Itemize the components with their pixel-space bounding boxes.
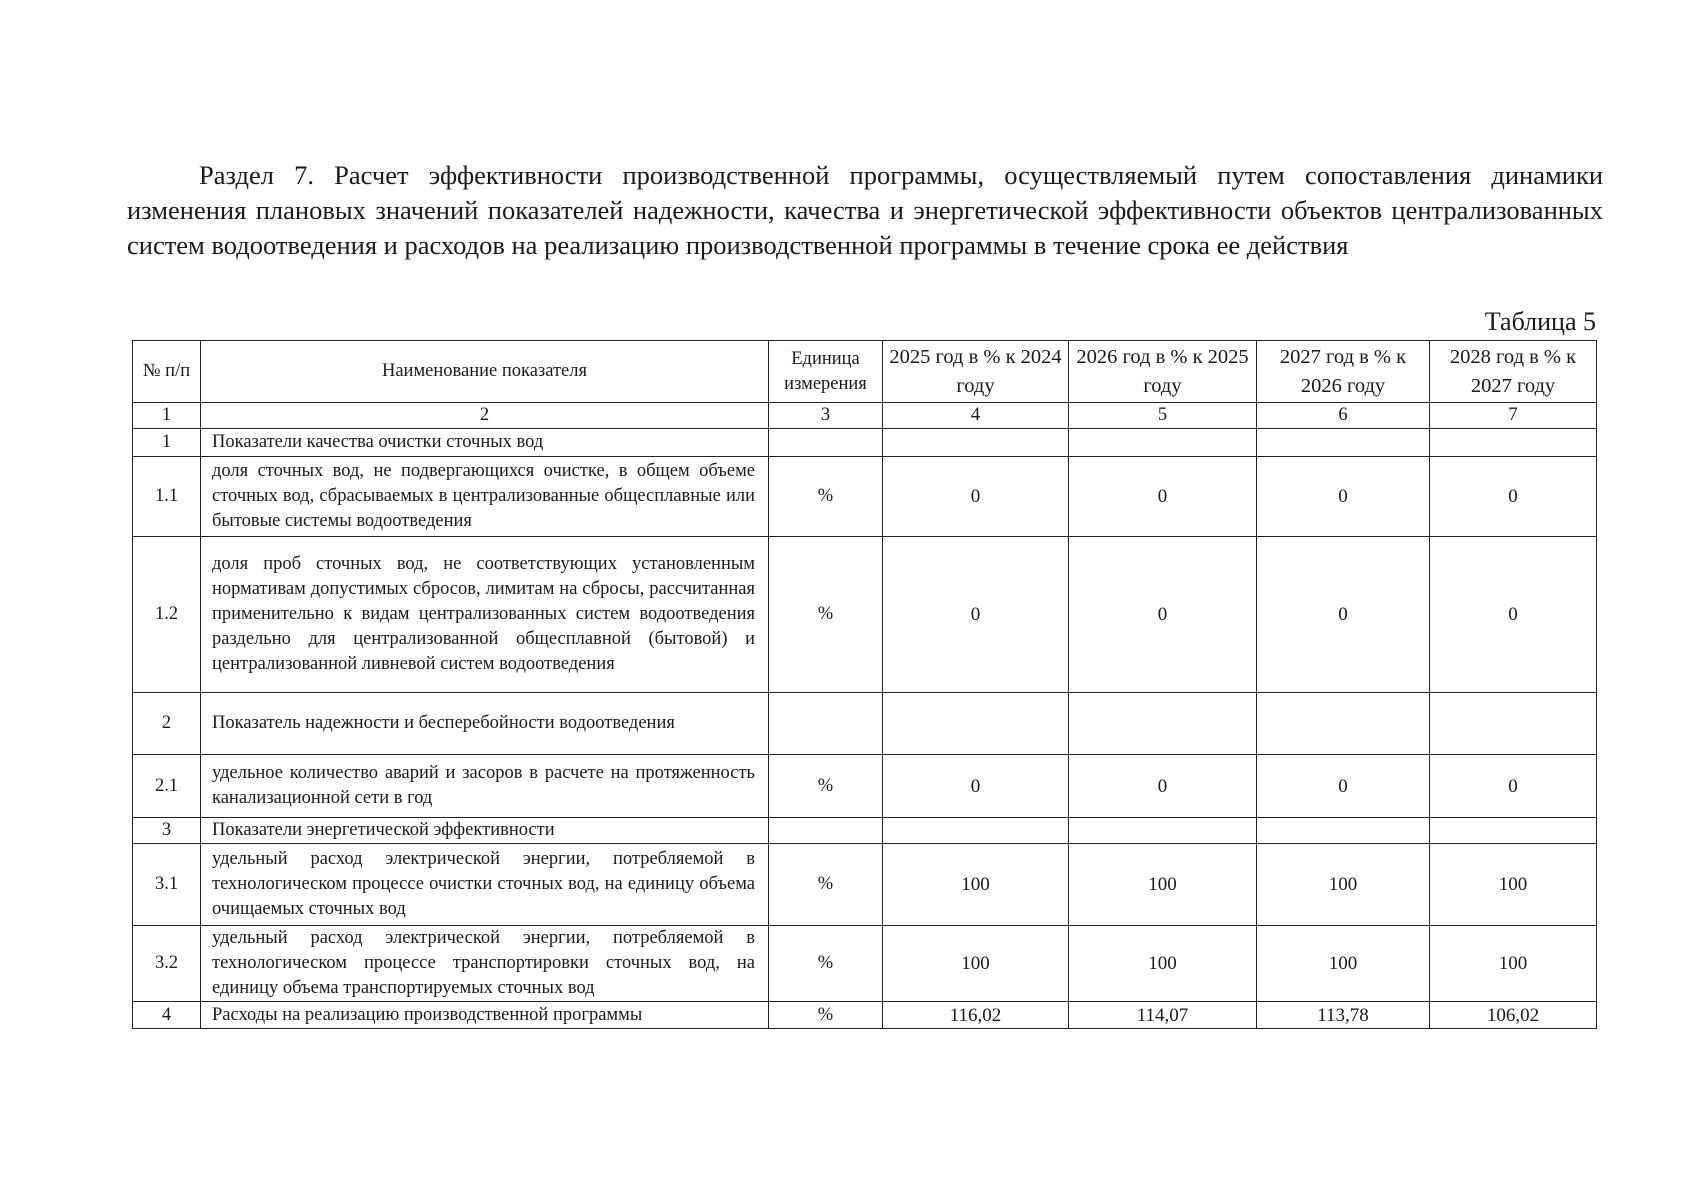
column-number: 4 — [883, 403, 1069, 429]
unit-cell — [769, 818, 883, 844]
table-row — [133, 926, 1597, 1002]
unit-cell — [769, 693, 883, 755]
value-2025 — [883, 429, 1069, 457]
table-row — [133, 537, 1597, 693]
header-year-2027: 2027 год в % к 2026 году — [1257, 341, 1430, 403]
unit-cell: % — [769, 755, 883, 818]
header-name: Наименование показателя — [201, 341, 769, 403]
value-2025: 0 — [883, 457, 1069, 537]
row-number: 1.2 — [133, 537, 201, 693]
value-2027 — [1257, 818, 1430, 844]
indicator-name: Расходы на реализацию производственной программы — [201, 1002, 769, 1029]
column-number: 1 — [133, 403, 201, 429]
value-2028: 0 — [1430, 457, 1597, 537]
value-2025: 100 — [883, 844, 1069, 926]
value-2028: 0 — [1430, 537, 1597, 693]
value-2026 — [1069, 818, 1257, 844]
value-2026: 0 — [1069, 457, 1257, 537]
section-heading: Раздел 7. Расчет эффективности производственной программы, осуществляемый путем сопоставления динамики изменения плановых значений показателей надежности, качества и энергетической эффективности объектов централизованных систем водоотведения и расходов на реализацию производственной программы в течение срока ее действия — [127, 160, 1603, 260]
header-unit: Единица измерения — [769, 341, 883, 403]
header-year-2026: 2026 год в % к 2025 году — [1069, 341, 1257, 403]
value-2025: 116,02 — [883, 1002, 1069, 1029]
table-row — [133, 818, 1597, 844]
unit-cell: % — [769, 926, 883, 1002]
column-number-row — [133, 403, 1597, 429]
column-number: 6 — [1257, 403, 1430, 429]
indicator-name: Показатели качества очистки сточных вод — [201, 429, 769, 457]
indicator-name: удельное количество аварий и засоров в расчете на протяженность канализационной сети в год — [201, 755, 769, 818]
unit-cell: % — [769, 1002, 883, 1029]
row-number: 1.1 — [133, 457, 201, 537]
value-2028: 0 — [1430, 755, 1597, 818]
value-2025 — [883, 818, 1069, 844]
value-2025: 0 — [883, 537, 1069, 693]
indicator-name: доля сточных вод, не подвергающихся очистке, в общем объеме сточных вод, сбрасываемых в централизованные общесплавные или бытовые системы водоотведения — [201, 457, 769, 537]
value-2026: 100 — [1069, 926, 1257, 1002]
unit-cell: % — [769, 537, 883, 693]
header-year-2028: 2028 год в % к 2027 году — [1430, 341, 1597, 403]
table-row — [133, 844, 1597, 926]
value-2028: 100 — [1430, 926, 1597, 1002]
row-number: 2 — [133, 693, 201, 755]
row-number: 1 — [133, 429, 201, 457]
value-2028: 100 — [1430, 844, 1597, 926]
value-2026 — [1069, 429, 1257, 457]
indicator-name: удельный расход электрической энергии, потребляемой в технологическом процессе транспортировки сточных вод, на единицу объема транспортируемых сточных вод — [201, 926, 769, 1002]
value-2025: 100 — [883, 926, 1069, 1002]
indicator-name: Показатели энергетической эффективности — [201, 818, 769, 844]
value-2027: 100 — [1257, 844, 1430, 926]
row-number: 4 — [133, 1002, 201, 1029]
table-row — [133, 693, 1597, 755]
value-2026: 114,07 — [1069, 1002, 1257, 1029]
value-2028 — [1430, 429, 1597, 457]
row-number: 3.1 — [133, 844, 201, 926]
header-row — [133, 341, 1597, 403]
column-number: 5 — [1069, 403, 1257, 429]
column-number: 7 — [1430, 403, 1597, 429]
value-2027: 0 — [1257, 755, 1430, 818]
value-2027 — [1257, 693, 1430, 755]
row-number: 3.2 — [133, 926, 201, 1002]
column-number: 2 — [201, 403, 769, 429]
unit-cell: % — [769, 457, 883, 537]
table-row — [133, 1002, 1597, 1029]
value-2027 — [1257, 429, 1430, 457]
value-2025: 0 — [883, 755, 1069, 818]
value-2026: 0 — [1069, 537, 1257, 693]
indicator-name: доля проб сточных вод, не соответствующих установленным нормативам допустимых сбросов, лимитам на сбросы, рассчитанная применительно к видам централизованных систем водоотведения раздельно для централизованной общесплавной (бытовой) и централизованной ливневой систем водоотведения — [201, 537, 769, 693]
value-2025 — [883, 693, 1069, 755]
value-2026: 0 — [1069, 755, 1257, 818]
table-row — [133, 457, 1597, 537]
value-2026 — [1069, 693, 1257, 755]
table-caption: Таблица 5 — [1484, 307, 1596, 336]
header-year-2025: 2025 год в % к 2024 году — [883, 341, 1069, 403]
table-row — [133, 755, 1597, 818]
indicator-name: удельный расход электрической энергии, потребляемой в технологическом процессе очистки сточных вод, на единицу объема очищаемых сточных вод — [201, 844, 769, 926]
value-2027: 113,78 — [1257, 1002, 1430, 1029]
value-2028: 106,02 — [1430, 1002, 1597, 1029]
column-number: 3 — [769, 403, 883, 429]
unit-cell — [769, 429, 883, 457]
value-2027: 0 — [1257, 457, 1430, 537]
row-number: 2.1 — [133, 755, 201, 818]
value-2028 — [1430, 693, 1597, 755]
unit-cell: % — [769, 844, 883, 926]
value-2028 — [1430, 818, 1597, 844]
row-number: 3 — [133, 818, 201, 844]
value-2027: 100 — [1257, 926, 1430, 1002]
value-2026: 100 — [1069, 844, 1257, 926]
indicator-name: Показатель надежности и бесперебойности водоотведения — [201, 693, 769, 755]
table-row — [133, 429, 1597, 457]
value-2027: 0 — [1257, 537, 1430, 693]
header-num: № п/п — [133, 341, 201, 403]
efficiency-table — [132, 340, 1597, 1029]
